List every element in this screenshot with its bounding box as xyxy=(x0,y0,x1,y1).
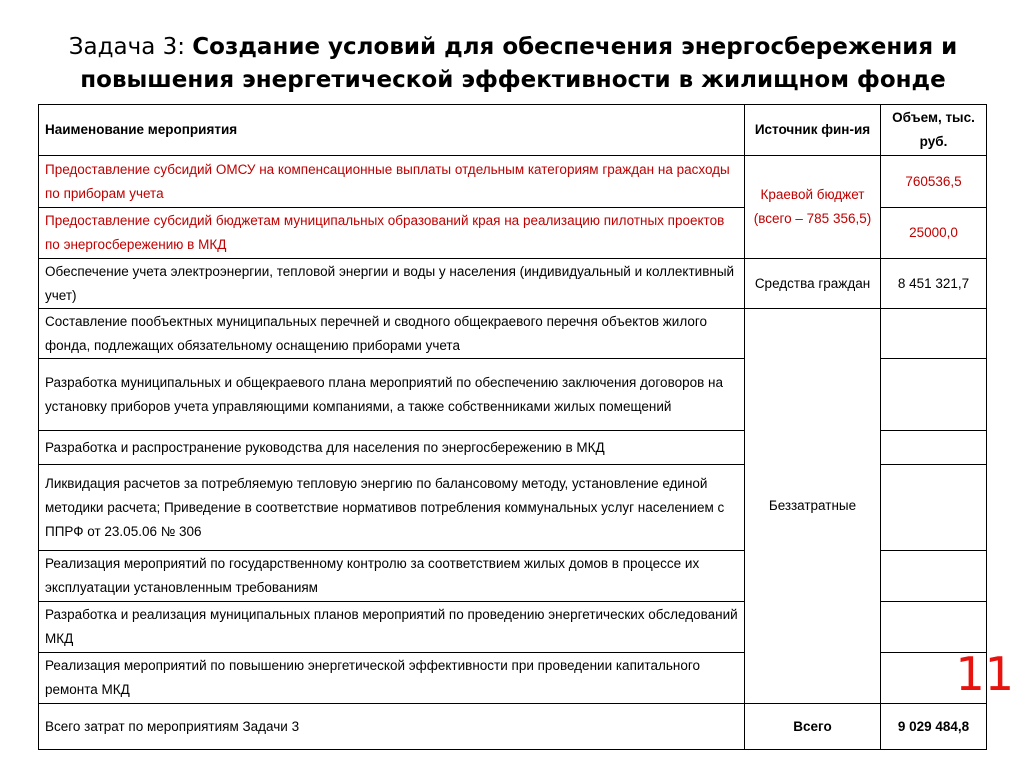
title-lead: Задача 3: xyxy=(68,34,193,60)
header-source: Источник фин-ия xyxy=(745,105,881,156)
header-name: Наименование мероприятия xyxy=(39,105,745,156)
row-volume: 25000,0 xyxy=(881,208,987,259)
page-number: 11 xyxy=(955,647,1014,701)
row-name: Разработка и распространение руководства для населения по энергосбережению в МКД xyxy=(39,431,745,465)
slide-title xyxy=(40,31,986,97)
row-volume-empty xyxy=(881,431,987,465)
table-row xyxy=(39,156,987,208)
source-citizens: Средства граждан xyxy=(745,259,881,309)
table-row xyxy=(39,309,987,359)
row-name: Предоставление субсидий ОМСУ на компенсационные выплаты отдельным категориям граждан на расходы по приборам учета xyxy=(39,156,745,208)
row-volume-empty xyxy=(881,551,987,602)
table-header-row xyxy=(39,105,987,156)
row-name: Разработка муниципальных и общекраевого плана мероприятий по обеспечению заключения договоров на установку приборов учета управляющими компаниями, а также собственниками жилых помещений xyxy=(39,359,745,431)
table-row xyxy=(39,259,987,309)
row-name: Разработка и реализация муниципальных планов мероприятий по проведению энергетических обследований МКД xyxy=(39,602,745,653)
source-no-cost: Беззатратные xyxy=(745,309,881,704)
measures-table xyxy=(38,104,987,750)
row-name: Составление пообъектных муниципальных перечней и сводного общекраевого перечня объектов жилого фонда, подлежащих обязательному оснащению приборами учета xyxy=(39,309,745,359)
row-name: Реализация мероприятий по государственному контролю за соответствием жилых домов в процессе их эксплуатации установленным требованиям xyxy=(39,551,745,602)
source-regional-budget: Краевой бюджет (всего – 785 356,5) xyxy=(745,156,881,259)
table-total-row xyxy=(39,704,987,750)
row-volume-empty xyxy=(881,465,987,551)
row-volume: 760536,5 xyxy=(881,156,987,208)
row-name: Обеспечение учета электроэнергии, тепловой энергии и воды у населения (индивидуальный и коллективный учет) xyxy=(39,259,745,309)
total-source: Всего xyxy=(745,704,881,750)
row-volume-empty xyxy=(881,359,987,431)
row-name: Предоставление субсидий бюджетам муниципальных образований края на реализацию пилотных проектов по энергосбережению в МКД xyxy=(39,208,745,259)
total-label: Всего затрат по мероприятиям Задачи 3 xyxy=(39,704,745,750)
header-volume: Объем, тыс. руб. xyxy=(881,105,987,156)
total-value: 9 029 484,8 xyxy=(881,704,987,750)
title-main: Создание условий для обеспечения энергосбережения и повышения энергетической эффективности в жилищном фонде xyxy=(80,34,958,93)
row-name: Ликвидация расчетов за потребляемую тепловую энергию по балансовому методу, установление единой методики расчета; Приведение в соответствие нормативов потребления коммунальных услуг населением с ППРФ от 23.05.06 № 306 xyxy=(39,465,745,551)
row-volume-empty xyxy=(881,309,987,359)
row-name: Реализация мероприятий по повышению энергетической эффективности при проведении капитального ремонта МКД xyxy=(39,653,745,704)
row-volume: 8 451 321,7 xyxy=(881,259,987,309)
